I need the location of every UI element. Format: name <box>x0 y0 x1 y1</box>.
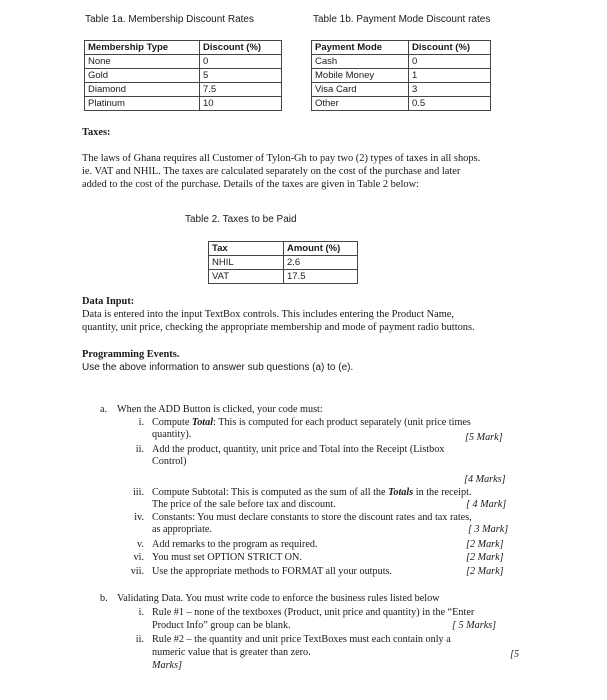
item-mark: [2 Mark] <box>466 566 504 577</box>
item-line: Rule #2 – the quantity and unit price TextBoxes must each contain only a <box>152 634 451 645</box>
table-cell: Visa Card <box>312 83 409 97</box>
taxes-table <box>208 241 358 284</box>
item-line: Add the product, quantity, unit price and Total into the Receipt (Listbox <box>152 444 445 455</box>
column-header: Payment Mode <box>312 41 409 55</box>
table-row <box>85 55 282 69</box>
column-header: Discount (%) <box>200 41 282 55</box>
item-number: vi. <box>133 552 144 563</box>
question-b-intro: Validating Data. You must write code to enforce the business rules listed below <box>117 593 440 604</box>
item-number: iv. <box>134 512 144 523</box>
item-mark: [4 Marks] <box>464 474 506 485</box>
taxes-paragraph-line: ie. VAT and NHIL. The taxes are calculated separately on the cost of the purchase and later <box>82 166 461 177</box>
table-1b-caption: Table 1b. Payment Mode Discount rates <box>313 14 491 25</box>
item-mark: [2 Mark] <box>466 552 504 563</box>
item-line: You must set OPTION STRICT ON. <box>152 552 302 563</box>
table-cell: Platinum <box>85 97 200 111</box>
table-cell: Diamond <box>85 83 200 97</box>
question-a-intro: When the ADD Button is clicked, your code must: <box>117 404 323 415</box>
item-line: as appropriate. <box>152 524 212 535</box>
table-row <box>85 97 282 111</box>
item-number: i. <box>138 417 144 428</box>
table-cell: NHIL <box>209 256 284 270</box>
table-row <box>209 256 358 270</box>
item-number: ii. <box>135 444 144 455</box>
taxes-heading: Taxes: <box>82 127 111 138</box>
data-input-line: quantity, unit price, checking the appropriate membership and mode of payment radio buttons. <box>82 322 475 333</box>
table-cell: Mobile Money <box>312 69 409 83</box>
item-emphasis: Totals <box>388 487 414 498</box>
table-cell: 7.5 <box>200 83 282 97</box>
table-cell: 0 <box>200 55 282 69</box>
question-a-label: a. <box>100 404 108 415</box>
table-header-row <box>312 41 491 55</box>
column-header: Amount (%) <box>284 242 358 256</box>
item-mark: [2 Mark] <box>466 539 504 550</box>
item-line: quantity). <box>152 429 192 440</box>
membership-discount-table <box>84 40 282 111</box>
item-mark: [ 4 Mark] <box>466 499 507 510</box>
column-header: Membership Type <box>85 41 200 55</box>
taxes-paragraph-line: added to the cost of the purchase. Details of the taxes are given in Table 2 below: <box>82 179 419 190</box>
item-mark-continuation: Marks] <box>152 660 182 671</box>
column-header: Discount (%) <box>409 41 491 55</box>
item-line: Constants: You must declare constants to store the discount rates and tax rates, <box>152 512 472 523</box>
item-line: Use the appropriate methods to FORMAT all your outputs. <box>152 566 393 577</box>
item-number: iii. <box>132 487 144 498</box>
table-row <box>85 83 282 97</box>
table-cell: None <box>85 55 200 69</box>
item-number: vii. <box>130 566 144 577</box>
item-number: i. <box>138 607 144 618</box>
item-line: Rule #1 – none of the textboxes (Product, unit price and quantity) in the “Enter <box>152 607 475 618</box>
table-row <box>312 55 491 69</box>
item-line <box>152 417 471 429</box>
table-header-row <box>85 41 282 55</box>
item-mark: [ 5 Marks] <box>452 620 497 631</box>
item-mark: [5 Mark] <box>465 432 503 443</box>
table-cell: 0 <box>409 55 491 69</box>
item-line: Add remarks to the program as required. <box>152 539 318 550</box>
table-row <box>312 97 491 111</box>
table-cell: 1 <box>409 69 491 83</box>
item-line: The price of the sale before tax and discount. <box>152 499 336 510</box>
table-cell: 2.6 <box>284 256 358 270</box>
item-line: Control) <box>152 456 187 467</box>
item-text: in the receipt. <box>413 487 472 498</box>
table-cell: Other <box>312 97 409 111</box>
item-text: : This is computed for each product separately (unit price times <box>213 417 471 428</box>
table-row <box>85 69 282 83</box>
data-input-heading: Data Input: <box>82 296 135 307</box>
table-cell: Gold <box>85 69 200 83</box>
item-mark: [5 <box>510 649 520 660</box>
item-text: Compute <box>152 417 192 428</box>
item-number: v. <box>137 539 144 550</box>
taxes-paragraph-line: The laws of Ghana requires all Customer of Tylon-Gh to pay two (2) types of taxes in all shops. <box>82 153 481 164</box>
table-cell: Cash <box>312 55 409 69</box>
item-line <box>152 487 471 499</box>
table-header-row <box>209 242 358 256</box>
programming-events-heading: Programming Events. <box>82 349 180 360</box>
table-row <box>209 270 358 284</box>
column-header: Tax <box>209 242 284 256</box>
table-cell: 3 <box>409 83 491 97</box>
table-row <box>312 69 491 83</box>
table-row <box>312 83 491 97</box>
item-text: Compute Subtotal: This is computed as the sum of all the <box>152 487 389 498</box>
table-cell: 10 <box>200 97 282 111</box>
table-cell: 0.5 <box>409 97 491 111</box>
data-input-line: Data is entered into the input TextBox controls. This includes entering the Product Name, <box>82 309 455 320</box>
programming-events-line: Use the above information to answer sub questions (a) to (e). <box>82 362 354 373</box>
table-cell: VAT <box>209 270 284 284</box>
item-mark: [ 3 Mark] <box>468 524 509 535</box>
item-number: ii. <box>135 634 144 645</box>
table-cell: 17.5 <box>284 270 358 284</box>
table-1a-caption: Table 1a. Membership Discount Rates <box>85 14 254 25</box>
item-line: Product Info” group can be blank. <box>152 620 291 631</box>
question-b-label: b. <box>100 593 108 604</box>
table-2-caption: Table 2. Taxes to be Paid <box>185 214 297 225</box>
item-emphasis: Total <box>191 417 214 428</box>
item-line: numeric value that is greater than zero. <box>152 647 311 658</box>
table-cell: 5 <box>200 69 282 83</box>
payment-mode-discount-table <box>311 40 491 111</box>
